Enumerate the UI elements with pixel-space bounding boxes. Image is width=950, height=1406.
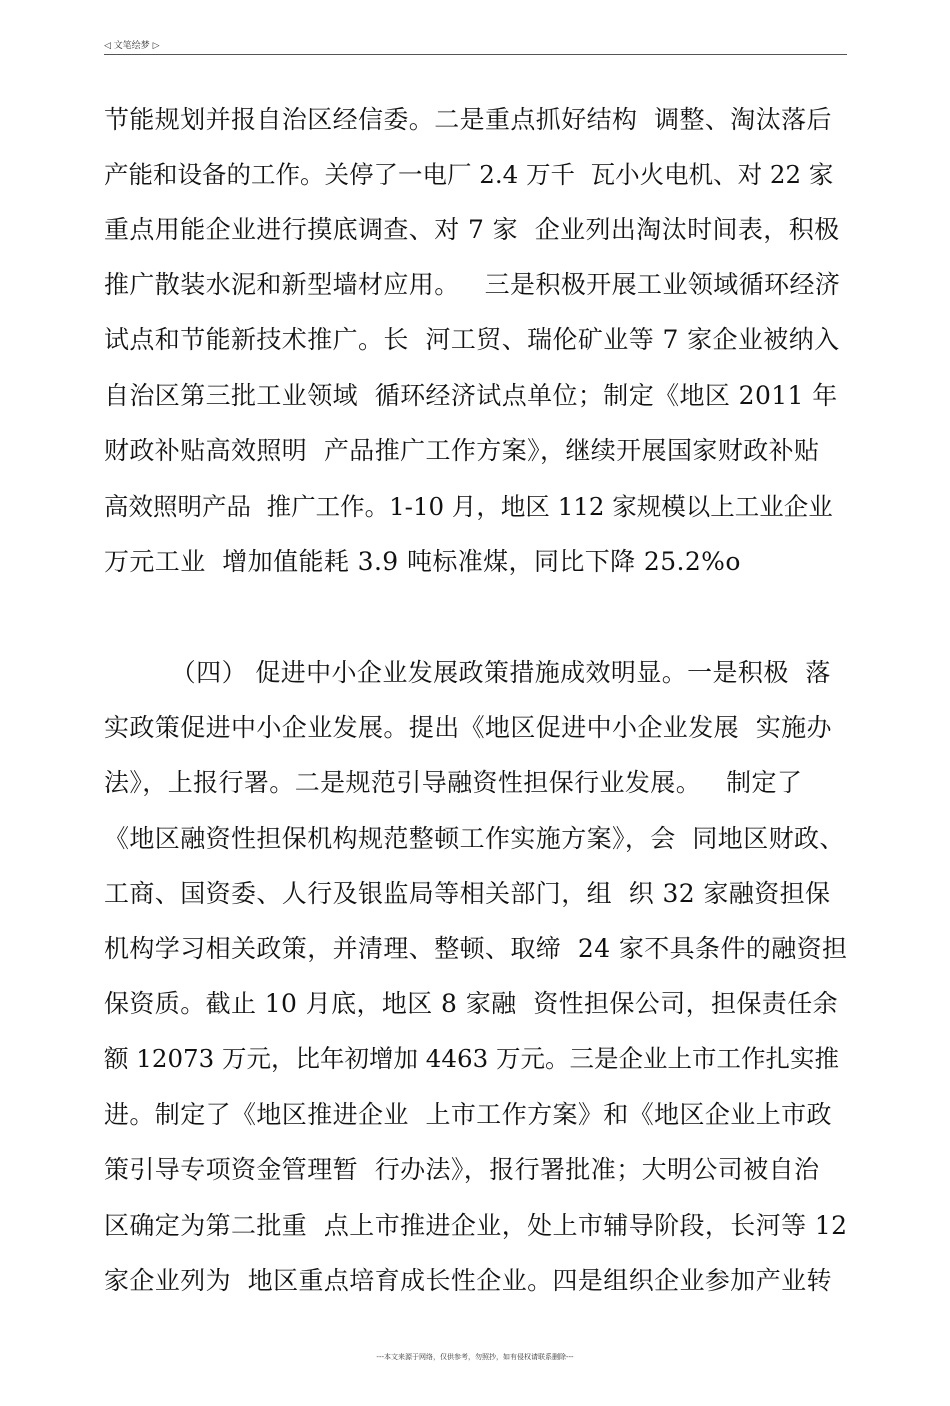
text-line: 额 12073 万元，比年初增加 4463 万元。三是企业上市工作扎实推 — [104, 1044, 839, 1073]
text-line: 区确定为第二批重 点上市推进企业，处上市辅导阶段，长河等 12 — [104, 1211, 848, 1240]
text-line: 万元工业 增加值能耗 3.9 吨标准煤，同比下降 25.2%o — [104, 547, 741, 576]
text-line: 实政策促进中小企业发展。提出《地区促进中小企业发展 实施办 — [104, 713, 832, 742]
text-line: 进。制定了《地区推进企业 上市工作方案》和《地区企业上市政 — [104, 1100, 832, 1129]
text-line: 保资质。截止 10 月底，地区 8 家融 资性担保公司，担保责任余 — [104, 989, 838, 1018]
text-line: 高效照明产品 推广工作。1-10 月，地区 112 家规模以上工业企业 — [104, 492, 833, 521]
text-line: 重点用能企业进行摸底调查、对 7 家 企业列出淘汰时间表，积极 — [104, 215, 840, 244]
header-divider — [104, 54, 847, 55]
text-line: 节能规划并报自治区经信委。二是重点抓好结构 调整、淘汰落后 — [104, 105, 832, 134]
text-line: 家企业列为 地区重点培育成长性企业。四是组织企业参加产业转 — [104, 1266, 832, 1295]
text-line: 机构学习相关政策，并清理、整顿、取缔 24 家不具条件的融资担 — [104, 934, 848, 963]
text-line: 策引导专项资金管理暂 行办法》，报行署批准；大明公司被自治 — [104, 1155, 820, 1184]
text-line: 法》，上报行署。二是规范引导融资性担保行业发展。 制定了 — [104, 768, 803, 797]
section-heading-line: （四） 促进中小企业发展政策措施成效明显。一是积极 落 — [104, 658, 831, 687]
page-footer-disclaimer: ---本文来源于网络，仅供参考，勿照抄，如有侵权请联系删除--- — [376, 1353, 574, 1361]
text-line: 产能和设备的工作。关停了一电厂 2.4 万千 瓦小火电机、对 22 家 — [104, 160, 834, 189]
text-line: 财政补贴高效照明 产品推广工作方案》，继续开展国家财政补贴 — [104, 436, 820, 465]
text-line: 自治区第三批工业领域 循环经济试点单位；制定《地区 2011 年 — [104, 381, 838, 410]
text-line: 推广散装水泥和新型墙材应用。 三是积极开展工业领域循环经济 — [104, 270, 841, 299]
text-line: 试点和节能新技术推广。长 河工贸、瑞伦矿业等 7 家企业被纳入 — [104, 325, 840, 354]
text-line: 工商、国资委、人行及银监局等相关部门，组 织 32 家融资担保 — [104, 879, 831, 908]
text-line: 《地区融资性担保机构规范整顿工作实施方案》，会 同地区财政、 — [104, 824, 845, 853]
page-header-brand: ◁ 文笔绘梦 ▷ — [104, 41, 160, 51]
